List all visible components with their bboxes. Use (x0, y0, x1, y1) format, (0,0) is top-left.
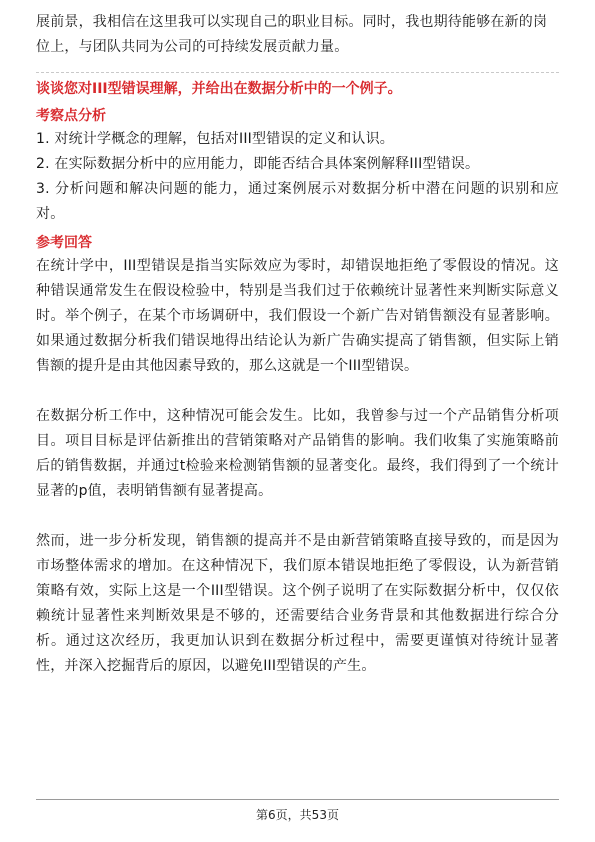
question-heading: 谈谈您对III型错误理解，并给出在数据分析中的一个例子。 (36, 81, 402, 97)
answer-title: 参考回答 (36, 235, 92, 251)
page-number: 第6页，共53页 (256, 808, 339, 822)
analysis-point: 3. 分析问题和解决问题的能力，通过案例展示对数据分析中潜在问题的识别和应对。 (36, 181, 559, 222)
analysis-point: 2. 在实际数据分析中的应用能力，即能否结合具体案例解释III型错误。 (36, 156, 480, 172)
document-page (36, 10, 559, 679)
analysis-point: 1. 对统计学概念的理解，包括对III型错误的定义和认识。 (36, 131, 394, 147)
analysis-title: 考察点分析 (36, 108, 106, 124)
answer-paragraph: 然而，进一步分析发现，销售额的提高并不是由新营销策略直接导致的，而是因为市场整体需求的增加。在这种情况下，我们原本错误地拒绝了零假设，认为新营销策略有效，实际上这是一个III型错误。这个例子说明了在实际数据分析中，仅仅依赖统计显著性来判断效果是不够的，还需要结合业务背景和其他数据进行综合分析。通过这次经历，我更加认识到在数据分析过程中，需要更谨慎对待统计显著性，并深入挖掘背后的原因，以避免III型错误的产生。 (36, 533, 559, 674)
intro-line-2: 位上，与团队共同为公司的可持续发展贡献力量。 (36, 39, 349, 55)
intro-line-1: 展前景，我相信在这里我可以实现自己的职业目标。同时，我也期待能够在新的岗 (36, 14, 548, 30)
footer-rule (36, 799, 559, 800)
answer-paragraph: 在数据分析工作中，这种情况可能会发生。比如，我曾参与过一个产品销售分析项目。项目目标是评估新推出的营销策略对产品销售的影响。我们收集了实施策略前后的销售数据，并通过t检验来检测销售额的显著变化。最终，我们得到了一个统计显著的p值，表明销售额有显著提高。 (36, 408, 559, 499)
answer-paragraph: 在统计学中，III型错误是指当实际效应为零时，却错误地拒绝了零假设的情况。这种错误通常发生在假设检验中，特别是当我们过于依赖统计显著性来判断实际意义时。举个例子，在某个市场调研中，我们假设一个新广告对销售额没有显著影响。如果通过数据分析我们错误地得出结论认为新广告确实提高了销售额，但实际上销售额的提升是由其他因素导致的，那么这就是一个III型错误。 (36, 258, 559, 374)
